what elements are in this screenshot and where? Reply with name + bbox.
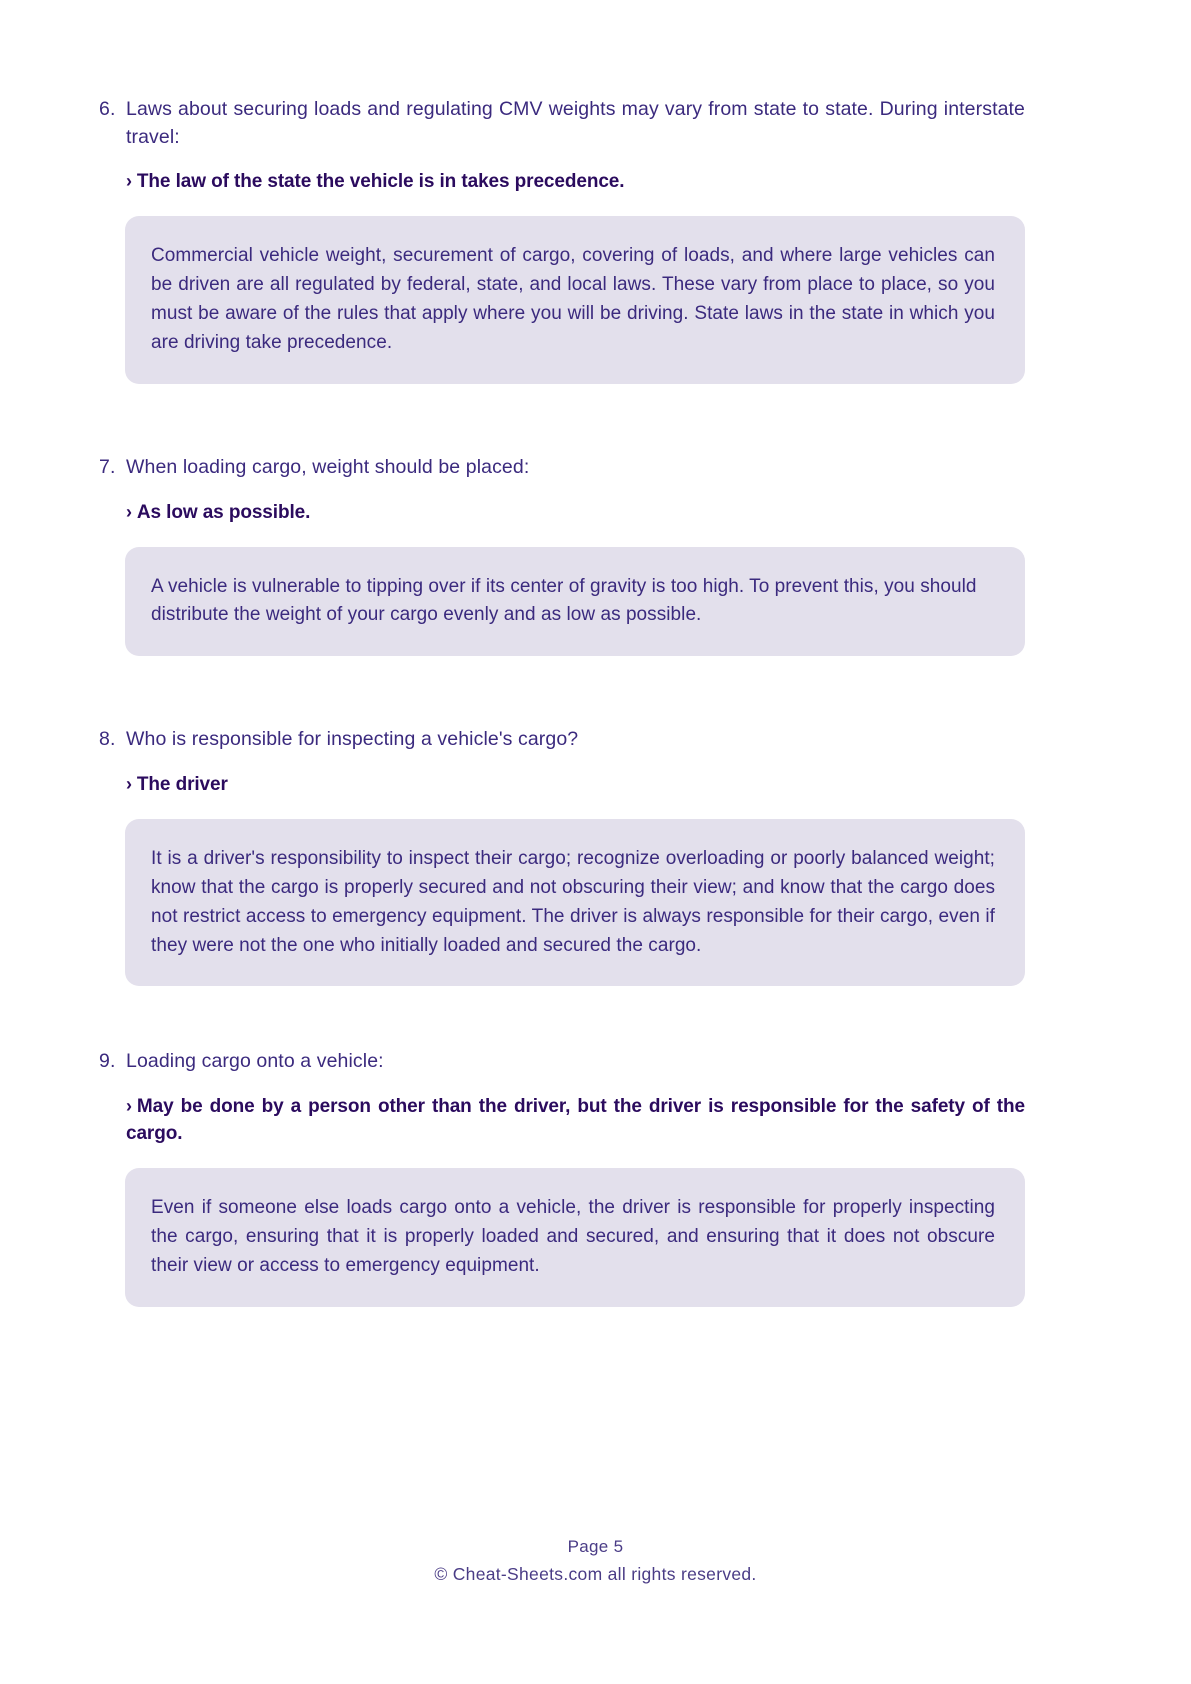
answer-text: As low as possible.: [136, 501, 311, 523]
question-row: [99, 726, 1025, 754]
explanation-box: [125, 819, 1025, 987]
answer-text: The driver: [136, 773, 228, 795]
question-block-9: [99, 1048, 1025, 1306]
page-number: Page 5: [567, 1536, 624, 1556]
chevron-right-icon: ›: [126, 1096, 132, 1117]
copyright-notice: © Cheat-Sheets.com all rights reserved.: [434, 1564, 757, 1584]
explanation-text: Even if someone else loads cargo onto a vehicle, the driver is responsible for properly inspecting the cargo, ensuring that it is properly loaded and secured, and ensuring that it does not obscure their view or access to emergency equipment.: [151, 1197, 995, 1276]
question-number: 8.: [99, 728, 116, 751]
question-number: 7.: [99, 455, 116, 478]
explanation-box: [125, 1168, 1025, 1307]
answer-text: The law of the state the vehicle is in takes precedence.: [136, 171, 625, 193]
section-spacer: [99, 384, 1025, 454]
question-row: [99, 454, 1025, 482]
explanation-text: It is a driver's responsibility to inspect their cargo; recognize overloading or poorly balanced weight; know that the cargo is properly secured and not obscuring their view; and know that the cargo does not restrict access to emergency equipment. The driver is always responsible for their cargo, even if they were not the one who initially loaded and secured the cargo.: [151, 847, 995, 956]
explanation-text: Commercial vehicle weight, securement of cargo, covering of loads, and where large vehicles can be driven are all regulated by federal, state, and local laws. These vary from place to place, so you must be aware of the rules that apply where you will be driving. State laws in the state in which you are driving take precedence.: [151, 245, 995, 353]
section-spacer: [99, 986, 1025, 1048]
explanation-text: A vehicle is vulnerable to tipping over if its center of gravity is too high. To prevent this, you should distribute the weight of your cargo evenly and as low as possible.: [151, 575, 977, 626]
question-text: When loading cargo, weight should be placed:: [126, 455, 530, 478]
answer-line: [126, 500, 1025, 527]
explanation-box: [125, 547, 1025, 657]
question-row: [99, 96, 1025, 151]
questions-container: [99, 96, 1025, 1307]
question-text: Who is responsible for inspecting a vehicle's cargo?: [126, 728, 579, 751]
question-block-8: [99, 726, 1025, 986]
answer-text: May be done by a person other than the driver, but the driver is responsible for the safety of the cargo.: [126, 1096, 1025, 1145]
explanation-box: [125, 216, 1025, 384]
chevron-right-icon: ›: [126, 171, 132, 192]
chevron-right-icon: ›: [126, 501, 132, 522]
answer-line: [126, 772, 1025, 799]
question-block-6: [99, 96, 1025, 384]
section-spacer: [99, 656, 1025, 726]
question-number: 6.: [99, 98, 116, 120]
question-text: Laws about securing loads and regulating CMV weights may vary from state to state. During interstate travel:: [126, 98, 1025, 148]
question-text: Loading cargo onto a vehicle:: [126, 1050, 384, 1073]
question-block-7: [99, 454, 1025, 656]
question-number: 9.: [99, 1050, 116, 1073]
question-row: [99, 1048, 1025, 1076]
page-footer: [0, 1533, 1191, 1588]
answer-line: [126, 169, 1025, 196]
chevron-right-icon: ›: [126, 773, 132, 794]
answer-line: [126, 1094, 1025, 1148]
